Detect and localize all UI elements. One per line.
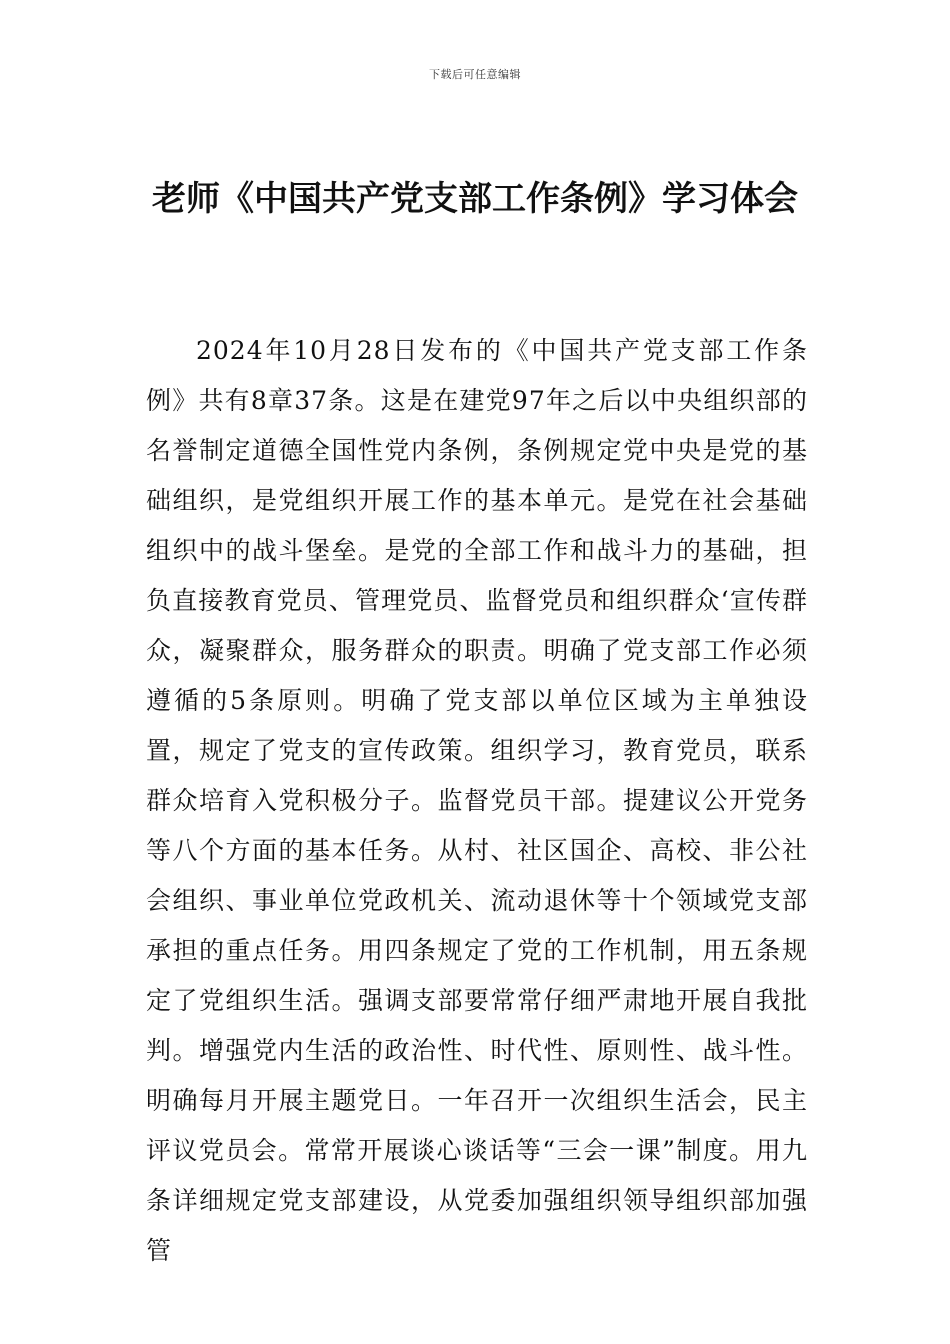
body-paragraph: 2024年10月28日发布的《中国共产党支部工作条例》共有8章37条。这是在建党97年之后以中央组织部的名誉制定道德全国性党内条例，条例规定党中央是党的基础组织，是党组织开展工作的基本单元。是党在社会基础组织中的战斗堡垒。是党的全部工作和战斗力的基础，担负直接教育党员、管理党员、监督党员和组织群众‘宣传群众，凝聚群众，服务群众的职责。明确了党支部工作必须遵循的5条原则。明确了党支部以单位区域为主单独设置，规定了党支的宣传政策。组织学习，教育党员，联系群众培育入党积极分子。监督党员干部。提建议公开党务等八个方面的基本任务。从村、社区国企、高校、非公社会组织、事业单位党政机关、流动退休等十个领域党支部承担的重点任务。用四条规定了党的工作机制，用五条规定了党组织生活。强调支部要常常仔细严肃地开展自我批判。增强党内生活的政治性、时代性、原则性、战斗性。明确每月开展主题党日。一年召开一次组织生活会，民主评议党员会。常常开展谈心谈话等“三会一课”制度。用九条详细规定党支部建设，从党委加强组织领导组织部加强管 bbox=[146, 336, 808, 1265]
document-title: 老师《中国共产党支部工作条例》学习体会 bbox=[152, 179, 798, 219]
download-note: 下载后可任意编辑 bbox=[429, 68, 521, 81]
